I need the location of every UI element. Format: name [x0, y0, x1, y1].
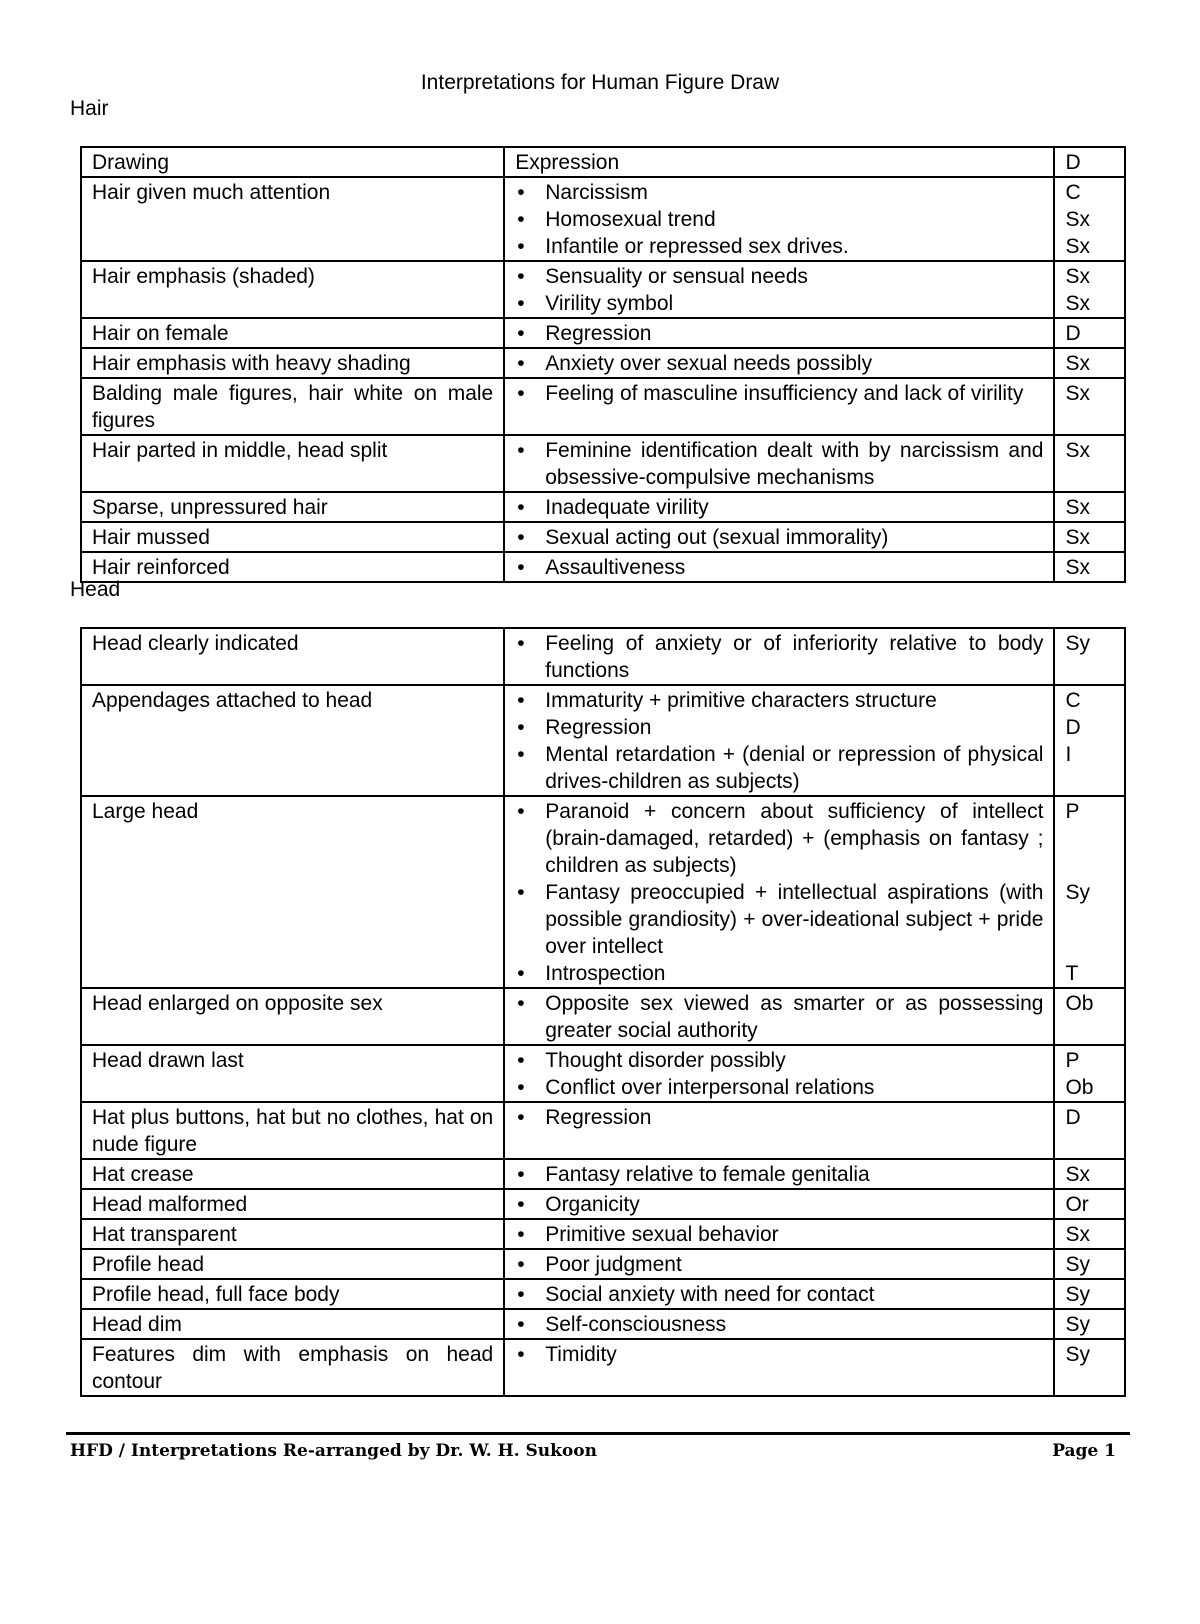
code-cell	[1054, 1189, 1125, 1219]
expression-list	[515, 1047, 1043, 1101]
code-cell	[1054, 378, 1125, 435]
expression-item: • Sensuality or sensual needs	[515, 263, 1043, 290]
expression-item: • Regression	[515, 714, 1043, 741]
drawing-cell: Large head	[81, 796, 504, 988]
expression-item: • Inadequate virility	[515, 494, 1043, 521]
code-cell	[1054, 1219, 1125, 1249]
code-cell	[1054, 628, 1125, 685]
drawing-cell: Profile head, full face body	[81, 1279, 504, 1309]
code-value: Sy	[1065, 632, 1090, 655]
expression-list	[515, 687, 1043, 795]
expression-cell	[504, 796, 1054, 988]
expression-list	[515, 1221, 1043, 1248]
expression-item: • Thought disorder possibly	[515, 1047, 1043, 1074]
expression-item: • Opposite sex viewed as smarter or as possessing greater social authority	[515, 990, 1043, 1044]
expression-list	[515, 798, 1043, 987]
head-table	[80, 627, 1126, 1397]
code-value: Sy	[1065, 1343, 1090, 1366]
hair-table	[80, 146, 1126, 583]
expression-item: • Organicity	[515, 1191, 1043, 1218]
code-value: Sy	[1065, 1283, 1090, 1306]
expression-item: • Social anxiety with need for contact	[515, 1281, 1043, 1308]
expression-cell	[504, 685, 1054, 796]
expression-cell	[504, 492, 1054, 522]
expression-cell	[504, 552, 1054, 582]
expression-cell	[504, 1339, 1054, 1396]
expression-item: • Primitive sexual behavior	[515, 1221, 1043, 1248]
expression-cell	[504, 435, 1054, 492]
expression-item: • Feeling of anxiety or of inferiority relative to body functions	[515, 630, 1043, 684]
drawing-cell: Sparse, unpressured hair	[81, 492, 504, 522]
code-cell	[1054, 796, 1125, 988]
expression-list	[515, 350, 1043, 377]
expression-list	[515, 1161, 1043, 1188]
drawing-cell: Hair emphasis with heavy shading	[81, 348, 504, 378]
expression-cell	[504, 522, 1054, 552]
table-row	[81, 552, 1125, 582]
expression-item: • Feminine identification dealt with by narcissism and obsessive-compulsive mechanisms	[515, 437, 1043, 491]
footer-page-number: Page 1	[1052, 1441, 1116, 1461]
code-value: Sx	[1065, 265, 1090, 288]
expression-list	[515, 1191, 1043, 1218]
code-value: D	[1065, 716, 1081, 739]
code-cell	[1054, 1159, 1125, 1189]
table-row	[81, 988, 1125, 1045]
footer-rule	[66, 1432, 1130, 1435]
expression-cell	[504, 1045, 1054, 1102]
drawing-cell: Profile head	[81, 1249, 504, 1279]
code-cell	[1054, 435, 1125, 492]
table-row	[81, 628, 1125, 685]
drawing-cell: Hair parted in middle, head split	[81, 435, 504, 492]
expression-list	[515, 554, 1043, 581]
expression-cell	[504, 1159, 1054, 1189]
code-value: Ob	[1065, 1076, 1094, 1099]
expression-item: • Poor judgment	[515, 1251, 1043, 1278]
drawing-cell: Hat crease	[81, 1159, 504, 1189]
table-row	[81, 318, 1125, 348]
code-value: Sx	[1065, 1223, 1090, 1246]
code-value: Sy	[1065, 1253, 1090, 1276]
code-cell	[1054, 318, 1125, 348]
expression-item: • Virility symbol	[515, 290, 1043, 317]
expression-list	[515, 437, 1043, 491]
expression-cell	[504, 1102, 1054, 1159]
table-row	[81, 1189, 1125, 1219]
expression-cell	[504, 1189, 1054, 1219]
code-cell	[1054, 1309, 1125, 1339]
expression-list	[515, 524, 1043, 551]
header-code: D	[1054, 147, 1125, 177]
expression-item: • Homosexual trend	[515, 206, 1043, 233]
code-cell	[1054, 988, 1125, 1045]
code-value: Sx	[1065, 208, 1090, 231]
code-value: P	[1065, 1049, 1080, 1072]
expression-cell	[504, 988, 1054, 1045]
expression-item: • Infantile or repressed sex drives.	[515, 233, 1043, 260]
code-cell	[1054, 1102, 1125, 1159]
expression-list	[515, 263, 1043, 317]
code-value: Sx	[1065, 382, 1090, 405]
table-row	[81, 1279, 1125, 1309]
expression-cell	[504, 177, 1054, 261]
expression-cell	[504, 348, 1054, 378]
code-value: Sx	[1065, 292, 1090, 315]
expression-item: • Fantasy relative to female genitalia	[515, 1161, 1043, 1188]
drawing-cell: Hair mussed	[81, 522, 504, 552]
expression-list	[515, 1104, 1043, 1131]
drawing-cell: Head malformed	[81, 1189, 504, 1219]
drawing-cell: Head clearly indicated	[81, 628, 504, 685]
expression-cell	[504, 628, 1054, 685]
code-cell	[1054, 522, 1125, 552]
table-row	[81, 378, 1125, 435]
table-row	[81, 1309, 1125, 1339]
table-row	[81, 435, 1125, 492]
code-value: D	[1065, 1106, 1081, 1129]
code-value: Ob	[1065, 992, 1094, 1015]
drawing-cell: Head enlarged on opposite sex	[81, 988, 504, 1045]
table-row	[81, 1102, 1125, 1159]
code-value: Sx	[1065, 556, 1090, 579]
expression-list	[515, 320, 1043, 347]
expression-list	[515, 1251, 1043, 1278]
code-cell	[1054, 1279, 1125, 1309]
code-cell	[1054, 261, 1125, 318]
code-cell	[1054, 492, 1125, 522]
expression-cell	[504, 1279, 1054, 1309]
drawing-cell: Head dim	[81, 1309, 504, 1339]
table-row	[81, 348, 1125, 378]
expression-list	[515, 630, 1043, 684]
code-cell	[1054, 685, 1125, 796]
expression-cell	[504, 1309, 1054, 1339]
code-value: Sx	[1065, 439, 1090, 462]
code-cell	[1054, 1339, 1125, 1396]
table-row	[81, 685, 1125, 796]
code-value: Or	[1065, 1193, 1089, 1216]
table-row	[81, 261, 1125, 318]
code-cell	[1054, 1045, 1125, 1102]
expression-item: • Sexual acting out (sexual immorality)	[515, 524, 1043, 551]
header-drawing: Drawing	[81, 147, 504, 177]
drawing-cell: Head drawn last	[81, 1045, 504, 1102]
expression-item: • Fantasy preoccupied + intellectual aspirations (with possible grandiosity) + over-ideational subject + pride over intellect	[515, 879, 1043, 960]
expression-cell	[504, 261, 1054, 318]
drawing-cell: Hat transparent	[81, 1219, 504, 1249]
code-value: T	[1065, 962, 1079, 985]
expression-cell	[504, 1219, 1054, 1249]
table-row	[81, 796, 1125, 988]
drawing-cell: Hair given much attention	[81, 177, 504, 261]
drawing-cell: Appendages attached to head	[81, 685, 504, 796]
table-row	[81, 1045, 1125, 1102]
expression-item: • Regression	[515, 320, 1043, 347]
drawing-cell: Hat plus buttons, hat but no clothes, hat on nude figure	[81, 1102, 504, 1159]
drawing-cell: Features dim with emphasis on head contour	[81, 1339, 504, 1396]
table-row	[81, 177, 1125, 261]
expression-item: • Feeling of masculine insufficiency and lack of virility	[515, 380, 1043, 407]
expression-cell	[504, 318, 1054, 348]
page-title: Interpretations for Human Figure Draw	[420, 71, 780, 94]
table-row	[81, 492, 1125, 522]
footer-author: HFD / Interpretations Re-arranged by Dr. W. H. Sukoon	[70, 1441, 597, 1461]
code-value: Sy	[1065, 881, 1090, 904]
code-value: D	[1065, 322, 1081, 345]
code-value: Sx	[1065, 526, 1090, 549]
expression-item: • Mental retardation + (denial or repression of physical drives-children as subjects)	[515, 741, 1043, 795]
table-row	[81, 1159, 1125, 1189]
expression-item: • Immaturity + primitive characters structure	[515, 687, 1043, 714]
table-row	[81, 1219, 1125, 1249]
expression-list	[515, 1311, 1043, 1338]
section-heading-head: Head	[70, 578, 121, 601]
header-expression: Expression	[504, 147, 1054, 177]
expression-item: • Assaultiveness	[515, 554, 1043, 581]
expression-cell	[504, 378, 1054, 435]
drawing-cell: Hair emphasis (shaded)	[81, 261, 504, 318]
code-value: Sx	[1065, 235, 1090, 258]
code-cell	[1054, 177, 1125, 261]
drawing-cell: Hair on female	[81, 318, 504, 348]
table-row	[81, 1249, 1125, 1279]
expression-item: • Introspection	[515, 960, 1043, 987]
expression-list	[515, 990, 1043, 1044]
expression-item: • Timidity	[515, 1341, 1043, 1368]
expression-item: • Anxiety over sexual needs possibly	[515, 350, 1043, 377]
code-value: Sx	[1065, 1163, 1090, 1186]
table-row	[81, 1339, 1125, 1396]
expression-item: • Narcissism	[515, 179, 1043, 206]
code-value: I	[1065, 743, 1072, 766]
expression-item: • Self-consciousness	[515, 1311, 1043, 1338]
code-value: Sx	[1065, 352, 1090, 375]
code-value: C	[1065, 181, 1081, 204]
drawing-cell: Balding male figures, hair white on male figures	[81, 378, 504, 435]
expression-list	[515, 1281, 1043, 1308]
expression-list	[515, 494, 1043, 521]
code-cell	[1054, 552, 1125, 582]
code-value: Sy	[1065, 1313, 1090, 1336]
expression-list	[515, 380, 1043, 407]
code-value: Sx	[1065, 496, 1090, 519]
drawing-cell: Hair reinforced	[81, 552, 504, 582]
code-cell	[1054, 1249, 1125, 1279]
section-heading-hair: Hair	[70, 97, 109, 120]
code-cell	[1054, 348, 1125, 378]
table-header-row	[81, 147, 1125, 177]
table-row	[81, 522, 1125, 552]
code-value: C	[1065, 689, 1081, 712]
expression-cell	[504, 1249, 1054, 1279]
expression-item: • Conflict over interpersonal relations	[515, 1074, 1043, 1101]
expression-list	[515, 179, 1043, 260]
code-value: P	[1065, 800, 1080, 823]
expression-list	[515, 1341, 1043, 1368]
expression-item: • Regression	[515, 1104, 1043, 1131]
expression-item: • Paranoid + concern about sufficiency of intellect (brain-damaged, retarded) + (emphasis on fantasy ; children as subjects)	[515, 798, 1043, 879]
